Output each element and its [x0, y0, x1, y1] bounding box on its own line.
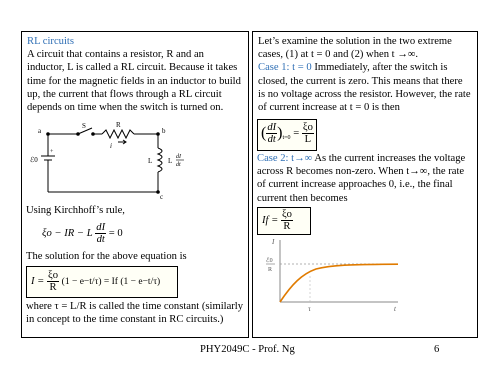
case-1-num-2: ξo	[302, 122, 313, 133]
footer-course: PHY2049C - Prof. Ng	[200, 344, 295, 355]
case-2-num: ξo	[281, 209, 292, 220]
case-1-label: Case 1: t = 0	[258, 62, 312, 74]
kirchhoff-equation	[42, 222, 123, 245]
kirchhoff-den: dt	[96, 234, 105, 245]
kirchhoff-fraction	[95, 222, 106, 245]
slide-footer	[0, 344, 500, 358]
current-time-graph	[258, 236, 408, 316]
solution-fraction	[47, 270, 59, 293]
graph-current-curve	[280, 264, 398, 302]
solution-rest: (1 − e−t/τ) = If (1 − e−t/τ)	[61, 276, 161, 287]
graph-yval-den: R	[268, 267, 273, 273]
case-1-num: dI	[267, 122, 277, 133]
time-constant-text: where τ = L/R is called the time constant (similarly in concept to the time constant in RC circuits.)	[26, 301, 244, 326]
section-heading: RL circuits	[27, 36, 74, 47]
kirchhoff-text: Using Kirchhoff’s rule,	[26, 205, 125, 216]
case-2-lhs: If =	[262, 214, 279, 226]
inductor-voltage-num: dI	[176, 154, 181, 160]
inductor-voltage-l: L	[168, 157, 173, 165]
solution-equation-box	[26, 266, 178, 298]
case-1-den-2: L	[304, 134, 312, 145]
extreme-cases-intro: Let’s examine the solution in the two extreme cases, (1) at t = 0 and (2) when t →∞.	[258, 36, 452, 61]
kirchhoff-rhs: = 0	[108, 227, 123, 239]
graph-y-label: I	[272, 238, 275, 246]
current-label: i	[110, 142, 112, 150]
case-2-equation-box	[257, 207, 311, 235]
resistor-label: R	[116, 122, 121, 129]
case-1-text: Immediately, after the switch is closed, the current is zero. This means that there is no voltage across the resistor. However, the rate of current increase at t = 0 is then	[258, 62, 471, 114]
case-2-text: As the current increases the voltage across R becomes non-zero. When t→∞, the rate of current increase approaches 0, i.e., the final current then becomes	[257, 153, 466, 204]
node-a-label: a	[38, 127, 42, 135]
case-2-label: Case 2: t→∞	[257, 153, 313, 164]
solution-equation	[31, 270, 160, 293]
solution-den: R	[49, 282, 57, 293]
inductor-label: L	[148, 157, 153, 165]
solution-lhs: I =	[31, 275, 45, 287]
intro-paragraph: A circuit that contains a resistor, R and an inductor, L is called a RL circuit. Because it takes time for the magnetic fields in an inductor to build up, the current that flows through a RL circuit depends on time when the switch is turned on.	[27, 49, 241, 114]
page-number: 6	[434, 344, 440, 355]
node-c-label: c	[160, 193, 164, 200]
case-1-fraction	[266, 122, 277, 145]
graph-x-label: t	[394, 305, 396, 313]
case-1-paragraph	[258, 61, 472, 114]
case-1-fraction-2	[302, 122, 314, 145]
kirchhoff-lhs: ξo − IR − L	[42, 227, 93, 239]
switch-label: S	[82, 122, 86, 130]
case-1-equation: ( $\frac{dI}{dt}$ )$_{t=0}$ = $\frac{\xi o}{L}$	[261, 122, 313, 145]
solution-text: The solution for the above equation is	[26, 251, 187, 262]
graph-yval-num: ℰ0	[266, 258, 273, 264]
case-1-equals: =	[293, 127, 300, 139]
kirchhoff-num: dI	[96, 222, 106, 233]
case-2-paragraph	[257, 152, 473, 205]
case-1-subscript: t=0	[282, 135, 291, 142]
inductor-voltage-den: dt	[176, 162, 181, 168]
solution-num: ξo	[47, 270, 59, 281]
case-2-fraction	[281, 209, 293, 232]
emf-label: ℰ0	[30, 156, 38, 164]
graph-tau-label: τ	[308, 305, 311, 313]
case-2-den: R	[283, 221, 291, 232]
plus-label: +	[50, 149, 54, 155]
rl-circuit-diagram	[30, 122, 200, 200]
case-2-equation	[262, 209, 293, 232]
case-1-den: dt	[267, 134, 276, 145]
node-b-label: b	[162, 127, 166, 135]
case-1-equation-box	[257, 119, 317, 151]
